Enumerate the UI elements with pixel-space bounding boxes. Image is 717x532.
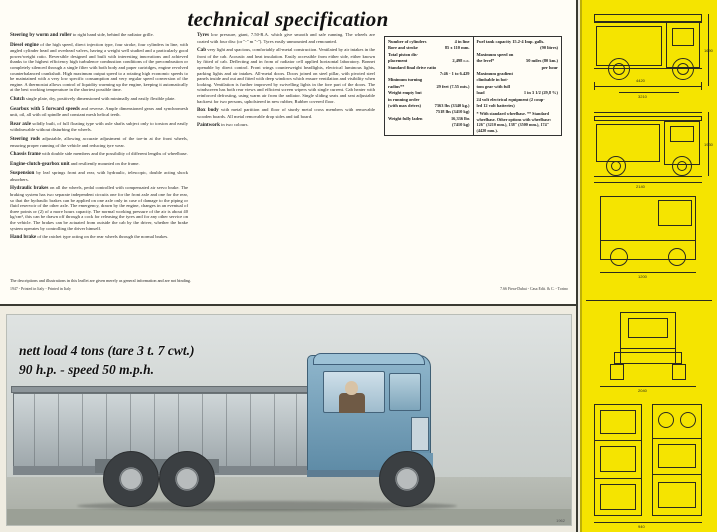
dimension-label: 1690 <box>704 48 713 53</box>
table-key: climbable in bot- <box>476 77 509 83</box>
table-key: Number of cylinders <box>388 39 427 44</box>
footer-credits <box>10 287 568 292</box>
spec-paragraph <box>10 136 188 148</box>
spec-paragraph <box>10 96 188 103</box>
spec-heading: Hand brake <box>10 234 37 241</box>
table-key: 24 volt electrical equipment (2 coup- <box>476 96 545 102</box>
table-value: (90 litres) <box>540 45 558 51</box>
footer-disclaimer: The descriptions and illustrations in this leaflet are given merely as general information and are not binding. <box>10 278 192 284</box>
spec-heading: Steering rods <box>10 135 41 142</box>
spec-text: on all the wheels, pedal controlled with compensated air servo brake. The braking system has two separate independent circuits one for the front axle and one for the rear, so that the hydraulic brakes can be applied on one axle only in case of damage to the piping or fluid reservoir of the other axle. The emergency, drawn by the engine, changes in an eventual of three points or (2) of a more hours capacity. The normal working pressure of the air is about 40 kg/cm², this can be drawn off through a cock for releasing the tyres and for any other service on the vehicle. The brakes can be actuated from outside the cab by the driver, whether the brake system operates by controlling the driver himself. <box>10 185 188 231</box>
table-row <box>477 103 559 109</box>
table-row <box>388 122 470 128</box>
truck-wheel <box>103 451 159 507</box>
dimension-label: 1930 <box>704 142 713 147</box>
table-left-half <box>385 37 474 135</box>
spec-text: in two colours. <box>221 122 249 128</box>
spec-text: of the high speed, direct injection type, four stroke, four cylinders in line, with angled cylinder head and overhead valves, having a weight well studied and a particularly good power/weight ratio. Reversible designed and built with interesting innovations and achieved thanks to the highest efficiency high turbulence combustion conditions of the precombustion or completely silenced through a single filter with both body and paper cartridges, engine revolved counterbalanced crankshaft. High maximum output speed to a rotating high economic speeds to be maintained with a very low specific consumption and very regular speed conversion of the engine. A thermostat allows control of liquidity warming up the engine, keeping it automatically at the best working temperature in the shortest possible time. <box>10 41 189 93</box>
footer-right-credit: 7.66 Fiera-Dubai - Casa Edit. & C. - Torino <box>500 286 568 291</box>
driver-figure <box>339 393 365 413</box>
spec-heading: Chassis frame <box>10 151 41 158</box>
dimension-label: 4420 <box>636 78 645 83</box>
spec-heading: Paintwork <box>197 122 220 129</box>
spec-paragraph <box>197 107 375 119</box>
table-value: 2,498 c.c. <box>452 58 470 64</box>
spec-heading: Cab <box>197 47 207 54</box>
table-value: 7:46 - 1 to 6.429 <box>439 71 470 77</box>
spec-paragraph <box>10 234 188 241</box>
photo-ground-foreground <box>7 509 571 525</box>
truck-flatbed-side <box>13 393 313 467</box>
table-key <box>388 122 449 128</box>
table-key: Weight empty but <box>388 90 422 96</box>
wheel-hub <box>176 468 198 490</box>
dimension-label: 1200 <box>638 274 647 279</box>
specification-sheet <box>0 0 578 306</box>
dimension-label: 3210 <box>638 94 647 99</box>
spec-paragraph <box>197 32 375 44</box>
specification-data-table <box>384 36 562 136</box>
spec-column-3 <box>384 32 562 294</box>
table-value: 1 in 3 1/2 (29,8 %) <box>523 90 558 96</box>
truck-radiator-grille <box>411 417 429 451</box>
table-key: load <box>476 90 485 96</box>
truck-wheel <box>379 451 435 507</box>
spec-text: and reverse. Ample dimensioned gears and synchromesh unit, oil, all with oil spindle and constant mesh helical teeth. <box>10 105 189 118</box>
spec-text: by leaf springs front and rear, with hydraulic, telescopic, double acting shock absorbers. <box>10 170 189 182</box>
spec-text: adjustable, allowing accurate adjustment of the toe-in at the front wheels, ensuring proper running of the vehicle and reducing tyre wear. <box>10 135 188 148</box>
dimension-label: 2140 <box>636 184 645 189</box>
dimension-label: 2040 <box>638 388 647 393</box>
headline-line-2: 90 h.p. - speed 50 m.p.h. <box>19 362 154 377</box>
spec-paragraph <box>197 122 375 129</box>
table-value: 29 feet (7.55 mts.) <box>436 83 470 89</box>
table-key: Maximum gradient <box>476 71 513 77</box>
truck-cab-roof <box>313 353 425 365</box>
spec-text: with metal partition and floor of sturdy metal cross members with removable wooden boards. All metal removable drop sides and tail board. <box>197 107 375 119</box>
spec-text: solidly built, of full floating type with axle shafts subject only to torsion and easily withdrawable without disturbing the wheels. <box>10 120 188 133</box>
table-right-half <box>474 37 562 135</box>
spec-heading: Diesel engine <box>10 41 39 48</box>
table-key: Bore and stroke <box>388 45 418 51</box>
table-value: 7518 lbs (3410 kg) <box>435 109 470 115</box>
panel-divider <box>580 0 582 532</box>
spec-text: low pressure, giant, 7.50-R.A. which give smooth and safe running. The wheels are coated with four disc (or "-" m "-"). Tyres easily unmounted and remounted. <box>197 32 375 44</box>
spec-heading: Rear axle <box>10 120 31 127</box>
table-value: 85 x 110 mm. <box>444 45 470 51</box>
specification-columns <box>10 32 568 294</box>
spec-paragraph <box>10 170 188 182</box>
spec-heading: Tyres <box>197 32 209 38</box>
spec-paragraph <box>10 185 188 231</box>
table-key: Maximum speed on <box>476 51 514 57</box>
dimension-label: 940 <box>638 524 645 529</box>
truck-side-window <box>389 373 421 411</box>
spec-paragraph <box>10 32 188 39</box>
spec-paragraph <box>10 121 188 133</box>
footer-left-credit: 1947 - Printed in Italy - Printed in Italy <box>10 286 71 291</box>
truck-wheel <box>159 451 215 507</box>
spec-heading: Suspension <box>10 170 35 177</box>
table-key: placement <box>388 58 408 64</box>
truck-photograph <box>6 314 572 526</box>
spec-heading: Gearbox with 5 forward speeds <box>10 105 80 112</box>
spec-paragraph <box>197 47 375 104</box>
table-value: 4 in line <box>454 39 470 44</box>
spec-heading: Engine-clutch-gearbox unit <box>10 160 70 167</box>
table-footnote: * With standard wheelbase. ** Standard wheelbase. Other options with wheelbase: 126" (3210 mm.), 138" (3500 mm.), 174" (4420 mm.). <box>476 111 551 133</box>
wheel-hub <box>396 468 418 490</box>
table-key: in running order <box>388 96 420 102</box>
wheel-hub <box>120 468 142 490</box>
spec-text: and resiliently mounted on the frame. <box>70 160 140 166</box>
table-key: (with max drives) <box>388 103 421 109</box>
table-key: led 12 volt batteries) <box>476 103 515 109</box>
photo-headline <box>19 341 195 379</box>
spec-heading: Clutch <box>10 95 25 102</box>
spec-column-1 <box>10 32 188 294</box>
spec-heading: Hydraulic brakes <box>10 185 49 192</box>
spec-paragraph <box>10 151 188 158</box>
spec-paragraph <box>10 42 188 93</box>
spec-paragraph <box>10 161 188 168</box>
bed-slats <box>14 394 312 466</box>
driver-head <box>345 381 358 395</box>
page-title: technical specification <box>187 7 389 31</box>
spec-paragraph <box>10 106 188 118</box>
table-value: 16,336 lbs <box>450 115 470 121</box>
blueprint-panel <box>580 0 717 532</box>
table-key: Minimum turning <box>388 77 423 83</box>
spec-heading: Box body <box>197 107 219 114</box>
table-key: radius** <box>388 83 405 89</box>
table-value: 7363 lbs (3340 kg.) <box>434 103 470 109</box>
truck-bed-top-rail <box>11 386 313 393</box>
headline-line-1: nett load 4 tons (tare 3 t. 7 cwt.) <box>19 343 195 358</box>
table-key: the level* <box>476 58 495 64</box>
table-key: Fuel tank capacity 15.2-4 Imp. galls. <box>476 39 545 44</box>
spec-text: of the ratchet type acting on the rear wheels through the normal brakes. <box>37 234 169 240</box>
photo-block <box>0 306 578 532</box>
table-key: Total piston dis- <box>388 51 419 57</box>
spec-text: single plate, dry, positively dimensioned with minimally and easily flexible plate. <box>25 95 176 101</box>
table-key: Standard final drive ratio <box>388 64 437 70</box>
spec-heading: Steering by worm and roller <box>10 32 72 38</box>
table-value: 50 miles (80 km.) <box>526 58 558 64</box>
spec-text: to right hand side, behind the radiator grille. <box>72 32 154 37</box>
spec-text: with double side members and the possibility of different lengths of wheelbase. <box>41 151 188 157</box>
table-value: (7410 kg) <box>452 122 470 128</box>
footer-block <box>10 278 568 292</box>
spec-column-2 <box>197 32 375 294</box>
photo-corner-mark: 1962 <box>556 518 565 523</box>
table-key: tom gear with full <box>476 83 510 89</box>
table-key: Weight fully laden <box>388 115 423 121</box>
table-value: per hour <box>541 64 558 70</box>
spec-text: very light and spacious, comfortably all-metal construction. Ventilated by air intakes in the front of the cab. Acoustic and heat insulation. Easily accessible from either side, either known by fitted of cab. Deflecting and in from of radiator cell applied horizontal laboratory. Bonnet openable by direct control. Front wings counterweight headlights, electrical luminous lights, parking lights and air intakes. All-metal doors. Doors joined on steel pillar, with pivoted steel panels inside and out and fitted with deep windows which ensure ventilation and visibility when looking. Ventilation is further improved by swivelling lights in the fore part of the doors. The windscreen has both rear views and efficient screen wipers with single current. Cab heater with reinforced defrosting, using warm air from the radiator. Single sliding seats and seat adjustable backrest for two persons, upholstered in new rubber, Rubber covered floor. <box>197 47 375 104</box>
